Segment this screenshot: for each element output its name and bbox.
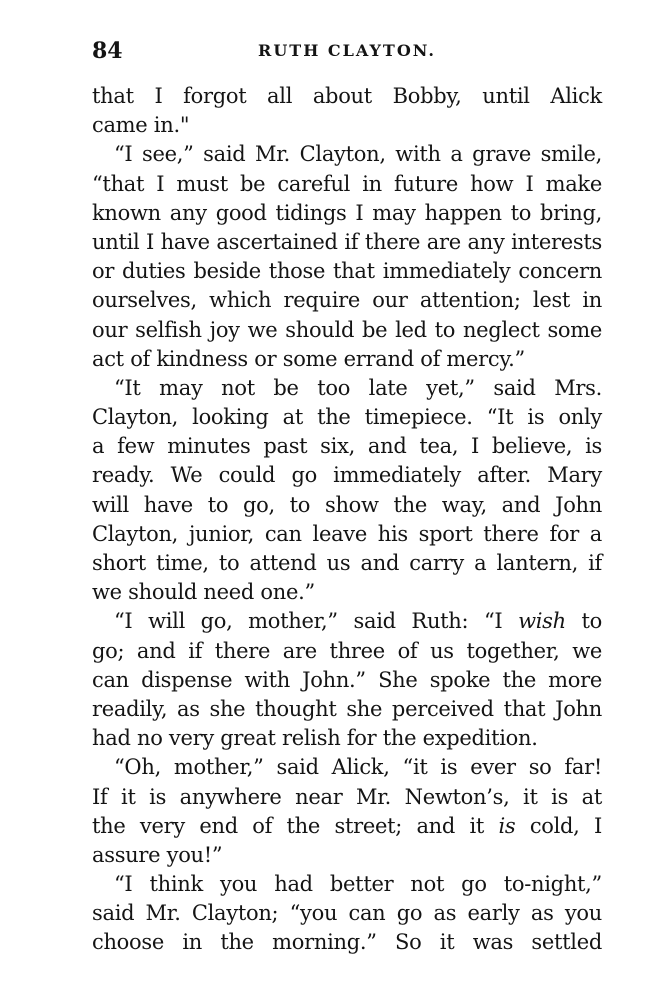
text-line: ourselves, which require our attention; lest in: [92, 288, 602, 313]
text-line: Clayton, junior, can leave his sport there for a: [92, 521, 602, 546]
text-line: readily, as she thought she perceived that John: [92, 696, 602, 721]
text-line: had no very great relish for the expedition.: [92, 726, 538, 751]
text-line: “Oh, mother,” said Alick, “it is ever so far!: [114, 755, 602, 780]
text-line: will have to go, to show the way, and John: [92, 492, 602, 517]
text-line: can dispense with John.” She spoke the more: [92, 667, 602, 692]
text-line: short time, to attend us and carry a lantern, if: [92, 551, 602, 575]
text-line: “I see,” said Mr. Clayton, with a grave smile,: [114, 142, 602, 167]
text-line: assure you!”: [92, 842, 223, 867]
text-line: “I think you had better not go to-night,”: [114, 872, 602, 897]
text-line: known any good tidings I may happen to bring,: [92, 200, 602, 225]
text-line: or duties beside those that immediately concern: [92, 259, 602, 284]
text-line: ready. We could go immediately after. Mary: [92, 463, 602, 488]
text-line: until I have ascertained if there are any interests: [92, 229, 602, 254]
italic-word: wish: [518, 609, 566, 634]
text-segment: the very end of the street; and it: [92, 813, 499, 838]
page-number: 84: [92, 38, 123, 64]
text-line: [92, 812, 602, 841]
text-segment: “I will go, mother,” said Ruth: “I: [114, 609, 519, 634]
text-segment: cold, I: [515, 813, 602, 838]
body-text: [92, 82, 602, 958]
text-segment: to: [565, 609, 602, 634]
text-line: we should need one.”: [92, 580, 315, 605]
text-line: “that I must be careful in future how I make: [92, 171, 602, 196]
text-line: [92, 607, 602, 636]
running-head: [92, 36, 602, 66]
text-line: our selfish joy we should be led to neglect some: [92, 317, 602, 342]
text-line: that I forgot all about Bobby, until Alick: [92, 84, 602, 108]
italic-word: is: [498, 813, 516, 838]
text-line: Clayton, looking at the timepiece. “It is only: [92, 405, 602, 430]
text-line: said Mr. Clayton; “you can go as early as you: [92, 901, 602, 926]
text-line: a few minutes past six, and tea, I believe, is: [92, 434, 602, 459]
text-line: act of kindness or some errand of mercy.”: [92, 346, 525, 371]
running-title: RUTH CLAYTON.: [258, 41, 436, 60]
text-line: If it is anywhere near Mr. Newton’s, it is at: [92, 784, 602, 809]
text-line: came in.": [92, 113, 190, 138]
text-line: choose in the morning.” So it was settled: [92, 930, 602, 955]
text-line: “It may not be too late yet,” said Mrs.: [114, 375, 602, 400]
text-line: go; and if there are three of us together, we: [92, 638, 602, 663]
